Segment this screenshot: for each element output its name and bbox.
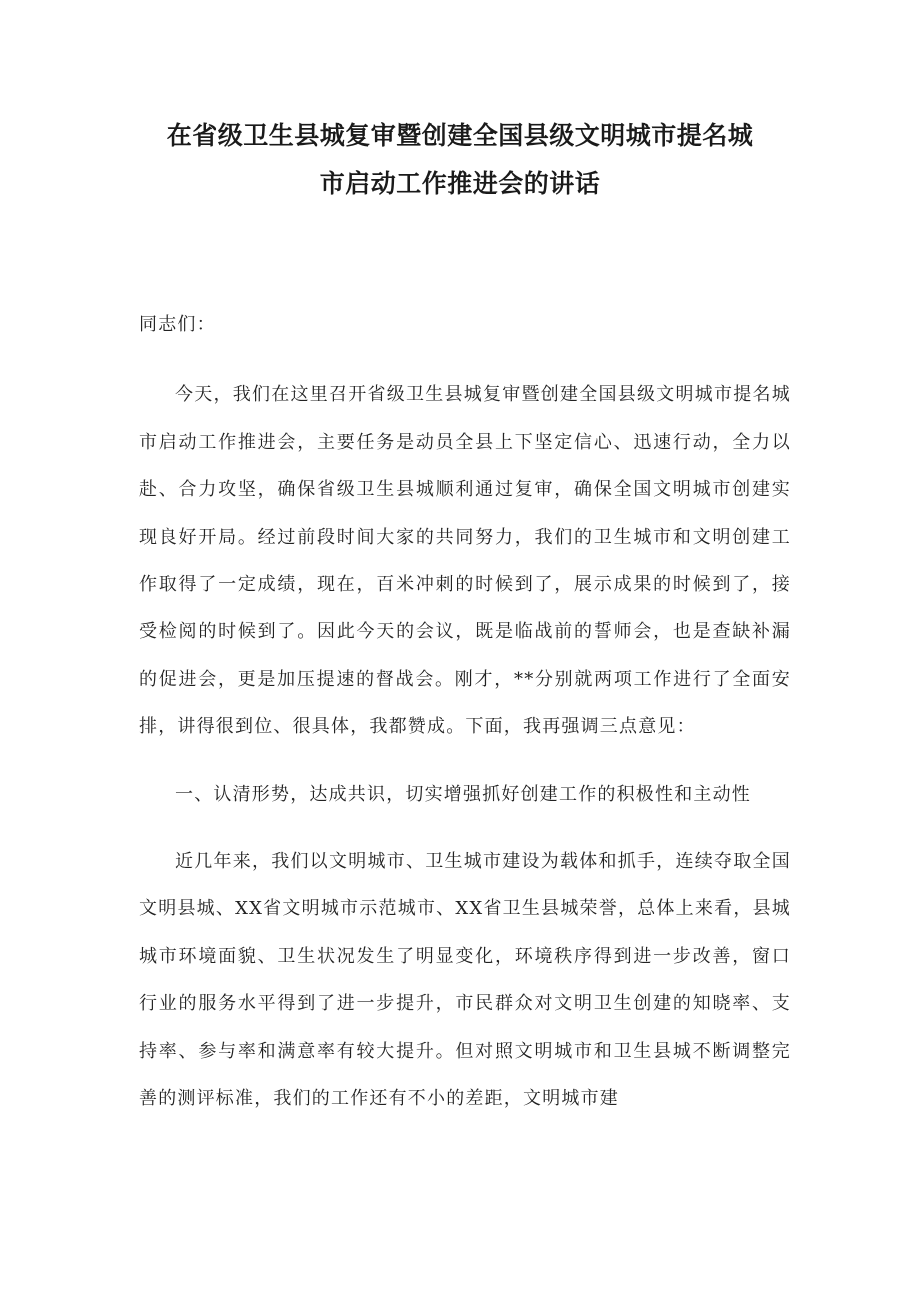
document-title	[120, 112, 800, 208]
document-body	[139, 301, 791, 1123]
title-line-2: 市启动工作推进会的讲话	[319, 169, 601, 198]
title-line-1: 在省级卫生县城复审暨创建全国县级文明城市提名城	[166, 121, 754, 150]
greeting: 同志们：	[139, 314, 216, 335]
paragraph-situation: 近几年来，我们以文明城市、卫生城市建设为载体和抓手，连续夺取全国文明县城、XX省文明城市示范城市、XX省卫生县城荣誉，总体上来看，县城城市环境面貌、卫生状况发生了明显变化，环境秩序得到进一步改善，窗口行业的服务水平得到了进一步提升，市民群众对文明卫生创建的知晓率、支持率、参与率和满意率有较大提升。但对照文明城市和卫生县城不断调整完善的测评标准，我们的工作还有不小的差距，文明城市建	[139, 851, 791, 1110]
paragraph-opening: 今天，我们在这里召开省级卫生县城复审暨创建全国县级文明城市提名城市启动工作推进会，主要任务是动员全县上下坚定信心、迅速行动，全力以赴、合力攻坚，确保省级卫生县城顺利通过复审，确保全国文明城市创建实现良好开局。经过前段时间大家的共同努力，我们的卫生城市和文明创建工作取得了一定成绩，现在，百米冲刺的时候到了，展示成果的时候到了，接受检阅的时候到了。因此今天的会议，既是临战前的誓师会，也是查缺补漏的促进会，更是加压提速的督战会。刚才，**分别就两项工作进行了全面安排，讲得很到位、很具体，我都赞成。下面，我再强调三点意见：	[139, 384, 791, 738]
section-heading-1: 一、认清形势，达成共识，切实增强抓好创建工作的积极性和主动性	[175, 783, 751, 805]
